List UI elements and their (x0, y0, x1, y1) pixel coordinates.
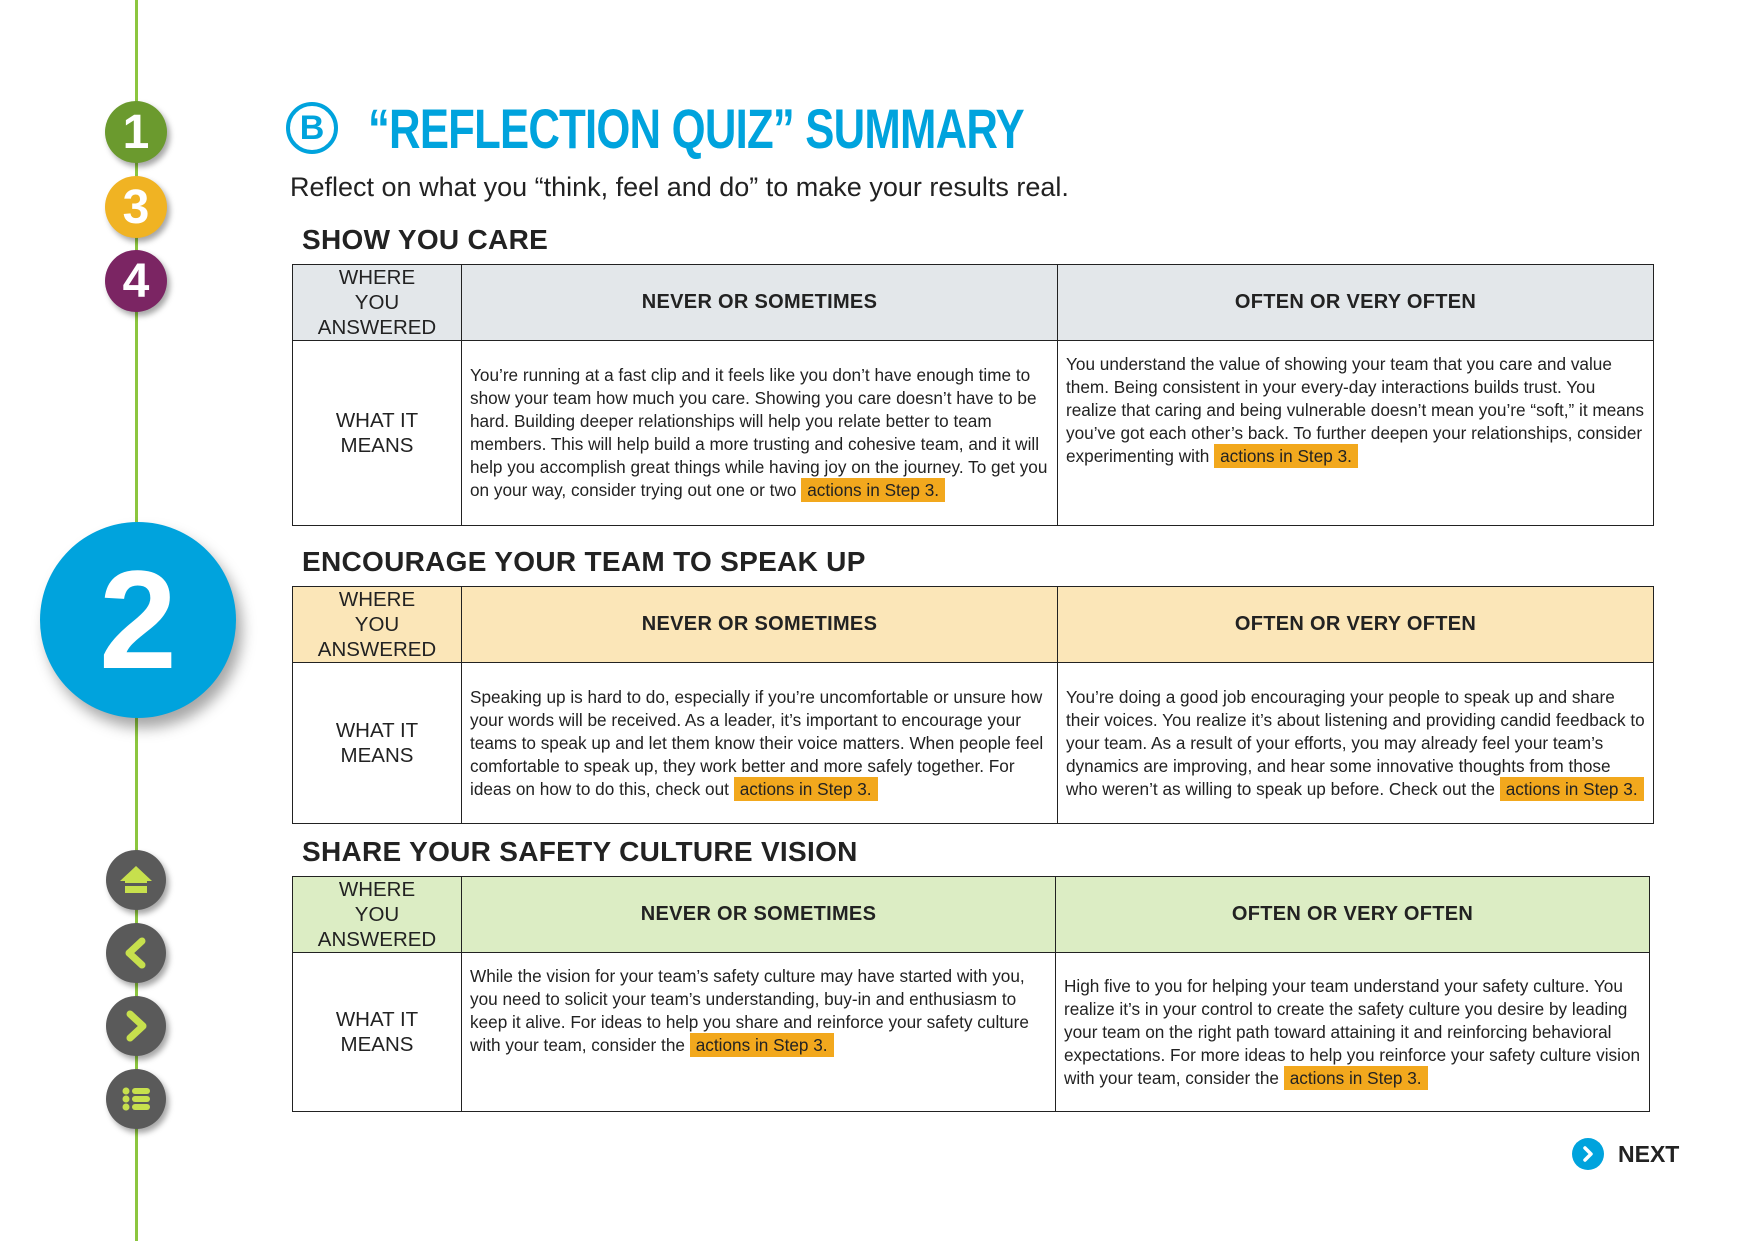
menu-list-icon (116, 1079, 156, 1119)
where-you-answered-label: WHERE YOU ANSWERED (293, 265, 462, 341)
actions-step-3-link[interactable]: actions in Step 3. (734, 777, 878, 801)
section-title-safety-culture-vision: SHARE YOUR SAFETY CULTURE VISION (302, 836, 858, 867)
previous-button[interactable] (106, 923, 166, 983)
never-or-sometimes-header: NEVER OR SOMETIMES (462, 587, 1058, 663)
home-button[interactable] (106, 850, 166, 910)
chevron-right-icon (1572, 1138, 1604, 1170)
often-or-very-often-header: OFTEN OR VERY OFTEN (1056, 877, 1650, 953)
table-show-you-care (292, 264, 1654, 526)
current-step-2-indicator: 2 (40, 522, 236, 718)
next-button[interactable] (1572, 1138, 1679, 1170)
next-label: NEXT (1618, 1140, 1680, 1167)
never-or-sometimes-header: NEVER OR SOMETIMES (462, 877, 1056, 953)
actions-step-3-link[interactable]: actions in Step 3. (690, 1033, 834, 1057)
often-meaning-text: You’re doing a good job encouraging your people to speak up and share their voices. You realize it’s about listening and providing candid feedback to your team. As a result of your efforts, you may already feel your team’s dynamics are improving, and hear some innovative thoughts from those who weren’t as willing to speak up before. Check out the actions in Step 3. (1058, 663, 1654, 824)
never-meaning-text: Speaking up is hard to do, especially if you’re uncomfortable or unsure how your words will be received. As a leader, it’s important to encourage your teams to speak up and let them know their voice matters. When people feel comfortable to speak up, they work better and more safely together. For ideas on how to do this, check out actions in Step 3. (462, 663, 1058, 824)
what-it-means-label: WHAT IT MEANS (293, 663, 462, 824)
what-it-means-label: WHAT IT MEANS (293, 953, 462, 1112)
never-meaning-text: You’re running at a fast clip and it feels like you don’t have enough time to show your team how much you care. Showing you care doesn’t have to be hard. Building deeper relationships will help you relate better to team members. This will help build a more trusting and cohesive team, and it will help you accomplish great things while having joy on the journey. To get you on your way, consider trying out one or two actions in Step 3. (462, 341, 1058, 526)
actions-step-3-link[interactable]: actions in Step 3. (1284, 1066, 1428, 1090)
actions-step-3-link[interactable]: actions in Step 3. (1214, 444, 1358, 468)
chevron-right-icon (116, 1006, 156, 1046)
often-or-very-often-header: OFTEN OR VERY OFTEN (1058, 587, 1654, 663)
actions-step-3-link[interactable]: actions in Step 3. (1500, 777, 1644, 801)
step-3-button[interactable]: 3 (105, 176, 167, 238)
step-4-button[interactable]: 4 (105, 250, 167, 312)
often-meaning-text: High five to you for helping your team understand your safety culture. You realize it’s in your control to create the safety culture you desire by leading your team on the right path toward attaining it and reinforcing behavioral expectations. For more ideas to help you reinforce your safety culture vision with your team, consider the actions in Step 3. (1056, 953, 1650, 1112)
table-encourage-speak-up (292, 586, 1654, 824)
section-title-encourage-speak-up: ENCOURAGE YOUR TEAM TO SPEAK UP (302, 546, 866, 577)
chevron-left-icon (116, 933, 156, 973)
section-badge: B (286, 102, 338, 154)
never-or-sometimes-header: NEVER OR SOMETIMES (462, 265, 1058, 341)
often-or-very-often-header: OFTEN OR VERY OFTEN (1058, 265, 1654, 341)
page-title: “REFLECTION QUIZ” SUMMARY (368, 96, 1024, 160)
step-1-button[interactable]: 1 (105, 101, 167, 163)
where-you-answered-label: WHERE YOU ANSWERED (293, 877, 462, 953)
actions-step-3-link[interactable]: actions in Step 3. (801, 478, 945, 502)
often-meaning-text: You understand the value of showing your team that you care and value them. Being consistent in your every-day interactions builds trust. You realize that caring and being vulnerable doesn’t mean you’re “soft,” it means you’ve got each other’s back. To further deepen your relationships, consider experimenting with actions in Step 3. (1058, 341, 1654, 526)
where-you-answered-label: WHERE YOU ANSWERED (293, 587, 462, 663)
page-header (286, 96, 1209, 160)
home-icon (116, 860, 156, 900)
never-meaning-text: While the vision for your team’s safety culture may have started with you, you need to solicit your team’s understanding, buy-in and enthusiasm to keep it alive. For ideas to help you share and reinforce your safety culture with your team, consider the actions in Step 3. (462, 953, 1056, 1112)
menu-button[interactable] (106, 1069, 166, 1129)
section-title-show-you-care: SHOW YOU CARE (302, 224, 549, 255)
table-safety-culture-vision (292, 876, 1650, 1112)
next-page-button[interactable] (106, 996, 166, 1056)
page-subtitle: Reflect on what you “think, feel and do” to make your results real. (290, 172, 1069, 202)
what-it-means-label: WHAT IT MEANS (293, 341, 462, 526)
